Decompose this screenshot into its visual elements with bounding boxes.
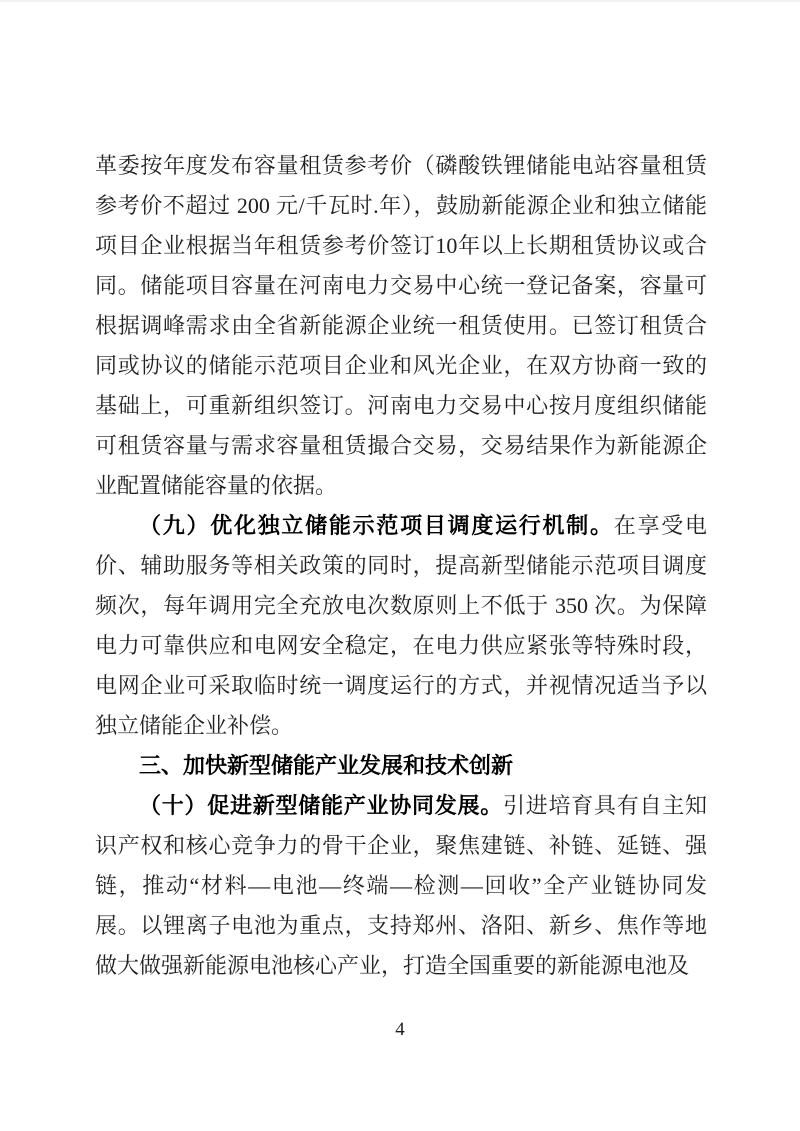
paragraph-item-nine bbox=[95, 506, 707, 746]
page-number: 4 bbox=[395, 1019, 405, 1040]
paragraph-capacity-lease-continuation: 革委按年度发布容量租赁参考价（磷酸铁锂储能电站容量租赁参考价不超过 200 元/千瓦时.年），鼓励新能源企业和独立储能项目企业根据当年租赁参考价签订10年以上长期租赁协议或合同。储能项目容量在河南电力交易中心统一登记备案，容量可根据调峰需求由全省新能源企业统一租赁使用。已签订租赁合同或协议的储能示范项目企业和风光企业，在双方协商一致的基础上，可重新组织签订。河南电力交易中心按月度组织储能可租赁容量与需求容量租赁撮合交易，交易结果作为新能源企业配置储能容量的依据。 bbox=[95, 153, 707, 498]
section-three-heading: 三、加快新型储能产业发展和技术创新 bbox=[139, 753, 514, 778]
item-nine-body-text: 在享受电价、辅助服务等相关政策的同时，提高新型储能示范项目调度频次，每年调用完全充放电次数原则上不低于 350 次。为保障电力可靠供应和电网安全稳定，在电力供应紧张等特殊时段，电网企业可采取临时统一调度运行的方式，并视情况适当予以独立储能企业补偿。 bbox=[95, 513, 707, 738]
paragraph-item-ten bbox=[95, 786, 707, 986]
document-page bbox=[0, 2, 800, 1131]
item-ten-body-text: 引进培育具有自主知识产权和核心竞争力的骨干企业，聚焦建链、补链、延链、强链，推动“材料—电池—终端—检测—回收”全产业链协同发展。以锂离子电池为重点，支持郑州、洛阳、新乡、焦作等地做大做强新能源电池核心产业，打造全国重要的新能源电池及 bbox=[95, 793, 707, 978]
item-nine-heading: （九）优化独立储能示范项目调度运行机制。 bbox=[139, 513, 614, 538]
page-body bbox=[95, 146, 707, 986]
item-ten-heading: （十）促进新型储能产业协同发展。 bbox=[139, 793, 503, 818]
